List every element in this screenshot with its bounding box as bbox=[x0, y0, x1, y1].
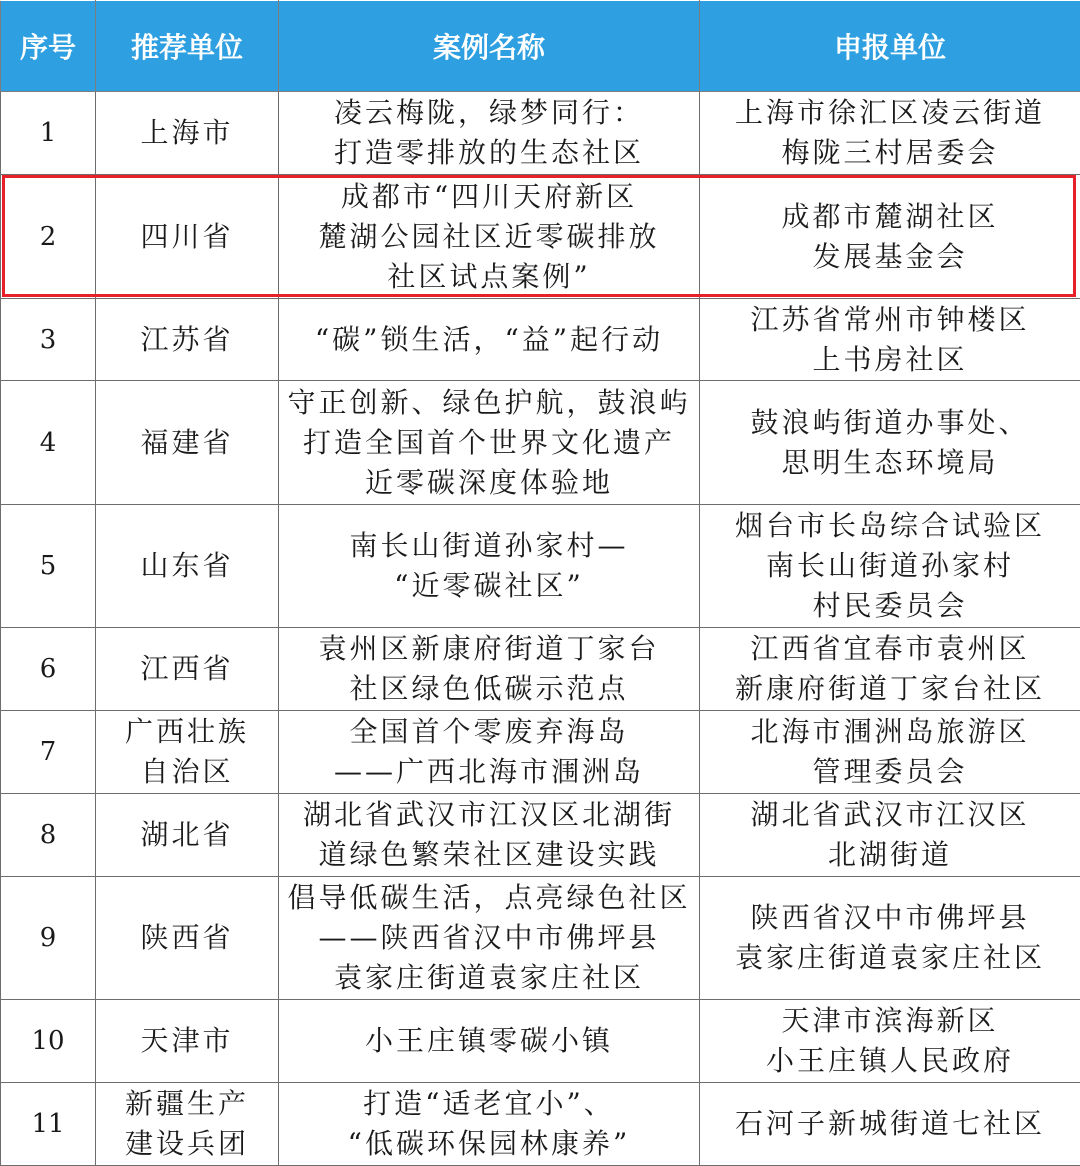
applicant-unit-cell-line: 石河子新城街道七社区 bbox=[704, 1104, 1076, 1144]
applicant-unit-cell-line: 管理委员会 bbox=[704, 752, 1076, 792]
recommending-unit-cell bbox=[96, 299, 279, 381]
applicant-unit-cell bbox=[700, 175, 1080, 299]
case-name-cell-line: 道绿色繁荣社区建设实践 bbox=[283, 835, 695, 875]
header-applicant-unit: 申报单位 bbox=[700, 1, 1080, 92]
serial-cell: 5 bbox=[1, 505, 96, 628]
serial-cell: 4 bbox=[1, 381, 96, 505]
case-name-cell-line: “低碳环保园林康养” bbox=[283, 1124, 695, 1164]
applicant-unit-cell-line: 江苏省常州市钟楼区 bbox=[704, 300, 1076, 340]
applicant-unit-cell-line: 上书房社区 bbox=[704, 340, 1076, 380]
recommending-unit-cell bbox=[96, 381, 279, 505]
serial-cell: 11 bbox=[1, 1083, 96, 1166]
table-row bbox=[1, 1000, 1080, 1083]
recommending-unit-cell-line: 自治区 bbox=[100, 752, 274, 792]
applicant-unit-cell bbox=[700, 628, 1080, 711]
table-row bbox=[1, 299, 1080, 381]
recommending-unit-cell bbox=[96, 92, 279, 175]
case-name-cell bbox=[279, 711, 700, 794]
applicant-unit-cell-line: 天津市滨海新区 bbox=[704, 1001, 1076, 1041]
case-name-cell-line: 麓湖公园社区近零碳排放 bbox=[283, 217, 695, 257]
serial-cell: 10 bbox=[1, 1000, 96, 1083]
case-name-cell-line: 打造全国首个世界文化遗产 bbox=[283, 423, 695, 463]
applicant-unit-cell-line: 上海市徐汇区凌云街道 bbox=[704, 93, 1076, 133]
case-name-cell bbox=[279, 299, 700, 381]
case-name-cell bbox=[279, 877, 700, 1000]
case-name-cell-line: 倡导低碳生活，点亮绿色社区 bbox=[283, 878, 695, 918]
applicant-unit-cell-line: 小王庄镇人民政府 bbox=[704, 1041, 1076, 1081]
header-case-name: 案例名称 bbox=[279, 1, 700, 92]
serial-cell: 1 bbox=[1, 92, 96, 175]
applicant-unit-cell-line: 湖北省武汉市江汉区 bbox=[704, 795, 1076, 835]
case-name-cell bbox=[279, 381, 700, 505]
case-name-cell-line: “碳”锁生活，“益”起行动 bbox=[283, 320, 695, 360]
case-name-cell bbox=[279, 505, 700, 628]
table-row bbox=[1, 794, 1080, 877]
recommending-unit-cell-line: 山东省 bbox=[100, 546, 274, 586]
header-serial: 序号 bbox=[1, 1, 96, 92]
applicant-unit-cell bbox=[700, 381, 1080, 505]
applicant-unit-cell bbox=[700, 1083, 1080, 1166]
applicant-unit-cell-line: 南长山街道孙家村 bbox=[704, 546, 1076, 586]
case-name-cell-line: 凌云梅陇，绿梦同行： bbox=[283, 93, 695, 133]
applicant-unit-cell-line: 村民委员会 bbox=[704, 586, 1076, 626]
applicant-unit-cell bbox=[700, 92, 1080, 175]
case-name-cell bbox=[279, 92, 700, 175]
case-name-cell-line: 打造零排放的生态社区 bbox=[283, 133, 695, 173]
applicant-unit-cell bbox=[700, 711, 1080, 794]
recommending-unit-cell bbox=[96, 175, 279, 299]
applicant-unit-cell bbox=[700, 794, 1080, 877]
case-name-cell-line: 社区绿色低碳示范点 bbox=[283, 669, 695, 709]
case-name-cell bbox=[279, 628, 700, 711]
serial-cell: 3 bbox=[1, 299, 96, 381]
case-name-cell-line: 湖北省武汉市江汉区北湖街 bbox=[283, 795, 695, 835]
case-name-cell bbox=[279, 1000, 700, 1083]
recommending-unit-cell-line: 上海市 bbox=[100, 113, 274, 153]
recommending-unit-cell-line: 江西省 bbox=[100, 649, 274, 689]
recommending-unit-cell-line: 湖北省 bbox=[100, 815, 274, 855]
case-name-cell-line: 守正创新、绿色护航，鼓浪屿 bbox=[283, 383, 695, 423]
applicant-unit-cell-line: 成都市麓湖社区 bbox=[704, 197, 1076, 237]
applicant-unit-cell-line: 北海市涠洲岛旅游区 bbox=[704, 712, 1076, 752]
case-name-cell bbox=[279, 1083, 700, 1166]
recommending-unit-cell-line: 陕西省 bbox=[100, 918, 274, 958]
recommending-unit-cell-line: 四川省 bbox=[100, 217, 274, 257]
table-row bbox=[1, 711, 1080, 794]
case-name-cell bbox=[279, 175, 700, 299]
table-header-row bbox=[1, 1, 1080, 92]
applicant-unit-cell-line: 发展基金会 bbox=[704, 237, 1076, 277]
case-name-cell-line: 社区试点案例” bbox=[283, 257, 695, 297]
case-name-cell-line: 小王庄镇零碳小镇 bbox=[283, 1021, 695, 1061]
case-name-cell-line: 成都市“四川天府新区 bbox=[283, 177, 695, 217]
applicant-unit-cell bbox=[700, 877, 1080, 1000]
applicant-unit-cell bbox=[700, 1000, 1080, 1083]
recommending-unit-cell-line: 福建省 bbox=[100, 423, 274, 463]
applicant-unit-cell-line: 江西省宜春市袁州区 bbox=[704, 629, 1076, 669]
case-name-cell-line: ——陕西省汉中市佛坪县 bbox=[283, 918, 695, 958]
serial-cell: 9 bbox=[1, 877, 96, 1000]
applicant-unit-cell-line: 北湖街道 bbox=[704, 835, 1076, 875]
recommending-unit-cell-line: 天津市 bbox=[100, 1021, 274, 1061]
applicant-unit-cell-line: 鼓浪屿街道办事处、 bbox=[704, 403, 1076, 443]
applicant-unit-cell-line: 思明生态环境局 bbox=[704, 443, 1076, 483]
table-row bbox=[1, 628, 1080, 711]
serial-cell: 8 bbox=[1, 794, 96, 877]
recommending-unit-cell-line: 广西壮族 bbox=[100, 712, 274, 752]
recommending-unit-cell bbox=[96, 711, 279, 794]
case-name-cell-line: 全国首个零废弃海岛 bbox=[283, 712, 695, 752]
recommending-unit-cell bbox=[96, 1000, 279, 1083]
table-row bbox=[1, 877, 1080, 1000]
recommending-unit-cell-line: 建设兵团 bbox=[100, 1124, 274, 1164]
serial-cell: 6 bbox=[1, 628, 96, 711]
case-name-cell-line: 袁家庄街道袁家庄社区 bbox=[283, 958, 695, 998]
case-name-cell-line: 南长山街道孙家村— bbox=[283, 526, 695, 566]
table-row bbox=[1, 175, 1080, 299]
table-row bbox=[1, 92, 1080, 175]
case-name-cell-line: 袁州区新康府街道丁家台 bbox=[283, 629, 695, 669]
case-name-cell-line: 打造“适老宜小”、 bbox=[283, 1084, 695, 1124]
recommending-unit-cell-line: 江苏省 bbox=[100, 320, 274, 360]
table-row bbox=[1, 1083, 1080, 1166]
table-body bbox=[1, 92, 1080, 1166]
serial-cell: 2 bbox=[1, 175, 96, 299]
applicant-unit-cell-line: 陕西省汉中市佛坪县 bbox=[704, 898, 1076, 938]
recommending-unit-cell bbox=[96, 505, 279, 628]
recommending-unit-cell bbox=[96, 1083, 279, 1166]
recommending-unit-cell-line: 新疆生产 bbox=[100, 1084, 274, 1124]
recommending-unit-cell bbox=[96, 877, 279, 1000]
case-name-cell-line: ——广西北海市涠洲岛 bbox=[283, 752, 695, 792]
applicant-unit-cell bbox=[700, 299, 1080, 381]
table-row bbox=[1, 505, 1080, 628]
recommending-unit-cell bbox=[96, 628, 279, 711]
header-recommending-unit: 推荐单位 bbox=[96, 1, 279, 92]
recommending-unit-cell bbox=[96, 794, 279, 877]
applicant-unit-cell-line: 烟台市长岛综合试验区 bbox=[704, 506, 1076, 546]
table-row bbox=[1, 381, 1080, 505]
applicant-unit-cell-line: 梅陇三村居委会 bbox=[704, 133, 1076, 173]
applicant-unit-cell bbox=[700, 505, 1080, 628]
applicant-unit-cell-line: 袁家庄街道袁家庄社区 bbox=[704, 938, 1076, 978]
case-name-cell bbox=[279, 794, 700, 877]
case-name-cell-line: “近零碳社区” bbox=[283, 566, 695, 606]
serial-cell: 7 bbox=[1, 711, 96, 794]
applicant-unit-cell-line: 新康府街道丁家台社区 bbox=[704, 669, 1076, 709]
case-name-cell-line: 近零碳深度体验地 bbox=[283, 463, 695, 503]
